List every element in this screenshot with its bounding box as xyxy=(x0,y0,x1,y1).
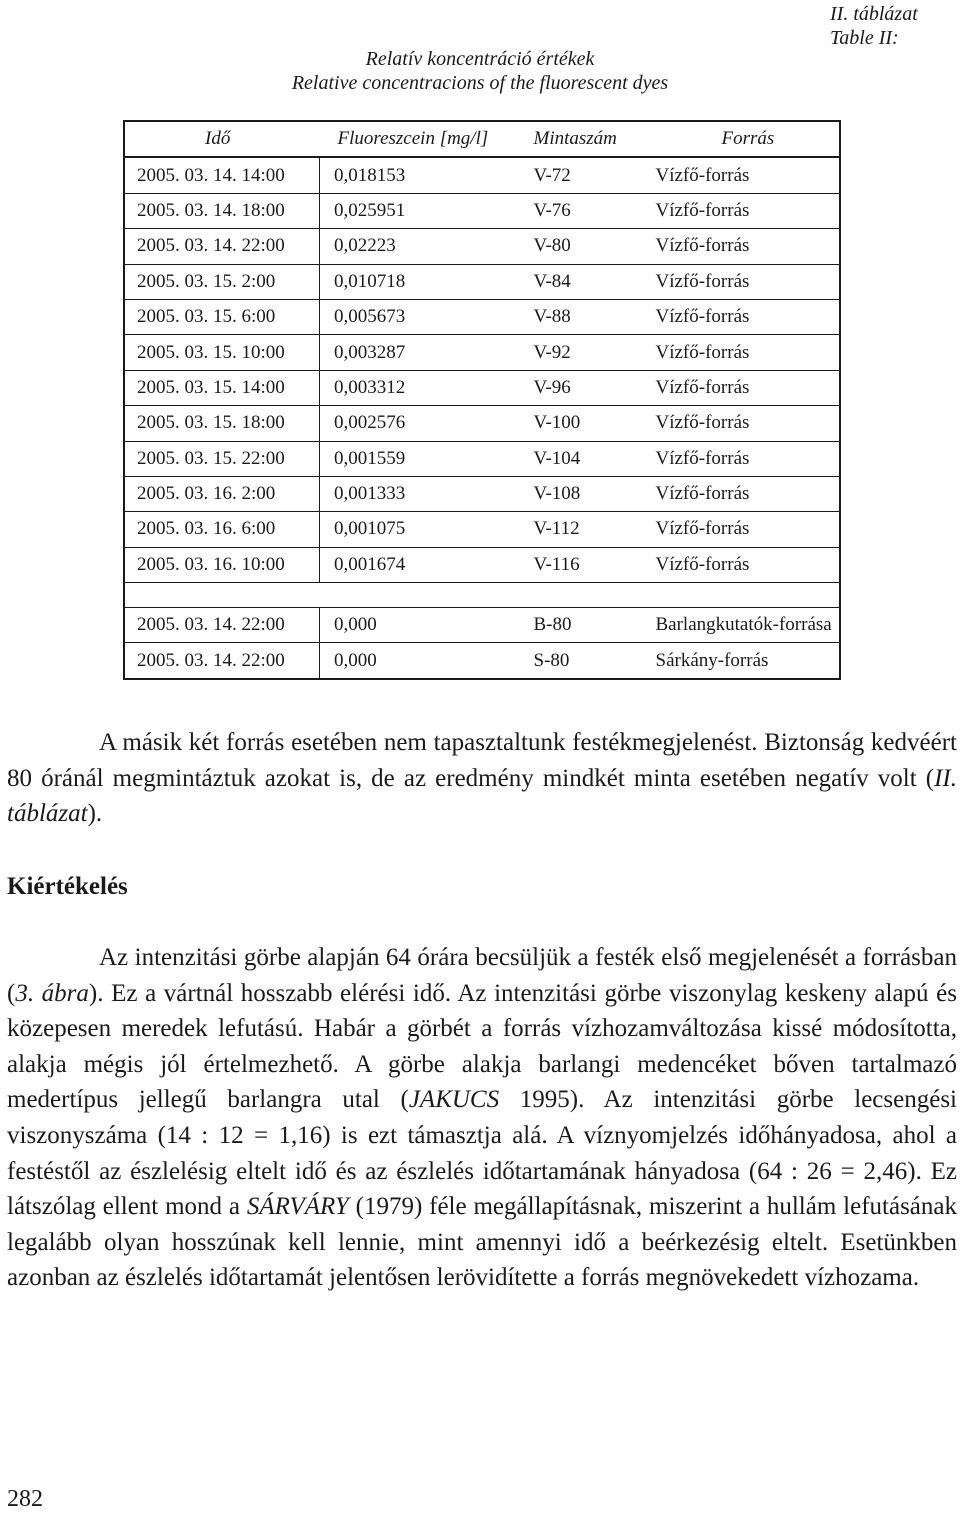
cell-sample-id: V-72 xyxy=(524,157,650,193)
cell-sample-id: V-108 xyxy=(524,476,650,511)
table-label-en: Table II: xyxy=(830,27,899,49)
table-spacer-row xyxy=(124,583,840,608)
cell-sample-id: V-80 xyxy=(524,229,650,264)
cell-spring: Vízfő-forrás xyxy=(650,157,841,193)
cell-spring: Vízfő-forrás xyxy=(650,264,841,299)
table-row xyxy=(124,406,840,441)
paragraph-evaluation xyxy=(7,940,957,1296)
page-number: 282 xyxy=(7,1486,43,1512)
cell-fluorescein: 0,025951 xyxy=(320,193,524,228)
cell-sample-id: B-80 xyxy=(524,608,650,643)
cell-fluorescein: 0,018153 xyxy=(320,157,524,193)
cell-spring: Vízfő-forrás xyxy=(650,547,841,582)
cell-spring: Sárkány-forrás xyxy=(650,643,841,679)
cell-spring: Vízfő-forrás xyxy=(650,406,841,441)
cell-spring: Vízfő-forrás xyxy=(650,476,841,511)
table-row xyxy=(124,264,840,299)
table-row xyxy=(124,370,840,405)
header-sample-id: Mintaszám xyxy=(524,121,650,157)
section-heading: Kiértékelés xyxy=(7,873,128,900)
table-row xyxy=(124,441,840,476)
table-title-hu: Relatív koncentráció értékek xyxy=(365,48,595,70)
cell-spring: Vízfő-forrás xyxy=(650,370,841,405)
table-row xyxy=(124,299,840,334)
table-body xyxy=(124,157,840,678)
cell-sample-id: V-96 xyxy=(524,370,650,405)
section-heading-block xyxy=(7,869,957,905)
paragraph-1-text-a: A másik két forrás esetében nem tapasztaltunk festékmegjelenést. Biztonság kedvéért 80 óránál megmintáztuk azokat is, de az eredmény mindkét minta esetében negatív volt ( xyxy=(7,729,957,792)
cell-fluorescein: 0,02223 xyxy=(320,229,524,264)
figure-reference: 3. ábra xyxy=(15,979,89,1007)
cell-sample-id: V-100 xyxy=(524,406,650,441)
table-row xyxy=(124,547,840,582)
cell-sample-id: V-112 xyxy=(524,512,650,547)
cell-time: 2005. 03. 16. 6:00 xyxy=(124,512,320,547)
cell-sample-id: V-116 xyxy=(524,547,650,582)
table-row xyxy=(124,335,840,370)
header-time: Idő xyxy=(124,121,320,157)
cell-fluorescein: 0,003312 xyxy=(320,370,524,405)
cell-fluorescein: 0,003287 xyxy=(320,335,524,370)
cell-sample-id: V-76 xyxy=(524,193,650,228)
cell-fluorescein: 0,000 xyxy=(320,643,524,679)
cell-time: 2005. 03. 15. 14:00 xyxy=(124,370,320,405)
cell-fluorescein: 0,010718 xyxy=(320,264,524,299)
table-reference: II. táblázat xyxy=(7,764,957,828)
cell-spring: Barlangkutatók-forrása xyxy=(650,608,841,643)
cell-fluorescein: 0,000 xyxy=(320,608,524,643)
cell-time: 2005. 03. 15. 10:00 xyxy=(124,335,320,370)
cell-time: 2005. 03. 14. 22:00 xyxy=(124,229,320,264)
cell-spring: Vízfő-forrás xyxy=(650,335,841,370)
cell-sample-id: V-88 xyxy=(524,299,650,334)
table-title-en: Relative concentracions of the fluorescent dyes xyxy=(291,72,669,94)
cell-time: 2005. 03. 15. 2:00 xyxy=(124,264,320,299)
cell-fluorescein: 0,001333 xyxy=(320,476,524,511)
paragraph-2-text-2: ). Ez a vártnál hosszabb elérési idő. Az intenzitási görbe viszonylag keskeny alapú és közepesen meredek lefutású. Habár a görbét a forrás vízhozamváltozása kissé módosította, alakja mégis jól értelmezhető. A görbe alakja barlangi medencéket bőven tartalmazó medertípus jellegű barlangra utal ( xyxy=(7,979,957,1114)
paragraph-2 xyxy=(7,940,957,1296)
cell-time: 2005. 03. 16. 2:00 xyxy=(124,476,320,511)
cell-spring: Vízfő-forrás xyxy=(650,229,841,264)
cell-time: 2005. 03. 14. 22:00 xyxy=(124,643,320,679)
table-row xyxy=(124,643,840,679)
citation-sarvary: SÁRVÁRY xyxy=(246,1193,349,1221)
cell-sample-id: V-84 xyxy=(524,264,650,299)
cell-fluorescein: 0,002576 xyxy=(320,406,524,441)
header-spring: Forrás xyxy=(650,121,841,157)
cell-time: 2005. 03. 15. 18:00 xyxy=(124,406,320,441)
table-label-hu: II. táblázat xyxy=(830,3,918,25)
paragraph-1 xyxy=(7,725,957,832)
cell-sample-id: V-104 xyxy=(524,441,650,476)
table-row xyxy=(124,476,840,511)
table-row xyxy=(124,608,840,643)
paragraph-2-text-4: (1979) féle megállapításnak, miszerint a hullám lefutásának legalább olyan hosszúnak kell lennie, mint amennyi idő a beérkezésig eltelt. Esetünkben azonban az észlelés időtartamát jelentősen lerövidítette a forrás megnövekedett vízhozama. xyxy=(7,1193,957,1292)
paragraph-negative-result xyxy=(7,725,957,832)
cell-time: 2005. 03. 15. 22:00 xyxy=(124,441,320,476)
table-row xyxy=(124,157,840,193)
cell-fluorescein: 0,001075 xyxy=(320,512,524,547)
cell-time: 2005. 03. 15. 6:00 xyxy=(124,299,320,334)
cell-spring: Vízfő-forrás xyxy=(650,512,841,547)
table-label xyxy=(830,2,918,50)
cell-sample-id: V-92 xyxy=(524,335,650,370)
cell-time: 2005. 03. 14. 22:00 xyxy=(124,608,320,643)
table-title xyxy=(200,47,760,95)
cell-fluorescein: 0,001674 xyxy=(320,547,524,582)
table-row xyxy=(124,193,840,228)
cell-fluorescein: 0,001559 xyxy=(320,441,524,476)
table-header-row xyxy=(124,121,840,157)
cell-time: 2005. 03. 14. 14:00 xyxy=(124,157,320,193)
cell-spring: Vízfő-forrás xyxy=(650,441,841,476)
cell-time: 2005. 03. 14. 18:00 xyxy=(124,193,320,228)
table-row xyxy=(124,512,840,547)
cell-fluorescein: 0,005673 xyxy=(320,299,524,334)
spacer-cell xyxy=(124,583,840,608)
cell-spring: Vízfő-forrás xyxy=(650,193,841,228)
cell-spring: Vízfő-forrás xyxy=(650,299,841,334)
cell-time: 2005. 03. 16. 10:00 xyxy=(124,547,320,582)
paragraph-1-text-b: ). xyxy=(87,800,103,828)
paragraph-2-text-3: 1995). Az intenzitási görbe lecsengési viszonyszáma (14 : 12 = 1,16) is ezt támasztja alá. A víznyomjelzés időhányadosa, ahol a festéstől az észlelésig eltelt idő és az észlelés időtartamának hányadosa (64 : 26 = 2,46). Ez látszólag ellent mond a xyxy=(7,1086,958,1221)
cell-sample-id: S-80 xyxy=(524,643,650,679)
concentration-table xyxy=(123,120,841,680)
citation-jakucs: JAKUCS xyxy=(408,1086,500,1114)
header-fluorescein: Fluoreszcein [mg/l] xyxy=(320,121,524,157)
paragraph-2-text-1: Az intenzitási görbe alapján 64 órára becsüljük a festék első megjelenését a forrásban ( xyxy=(7,944,957,1007)
table-row xyxy=(124,229,840,264)
